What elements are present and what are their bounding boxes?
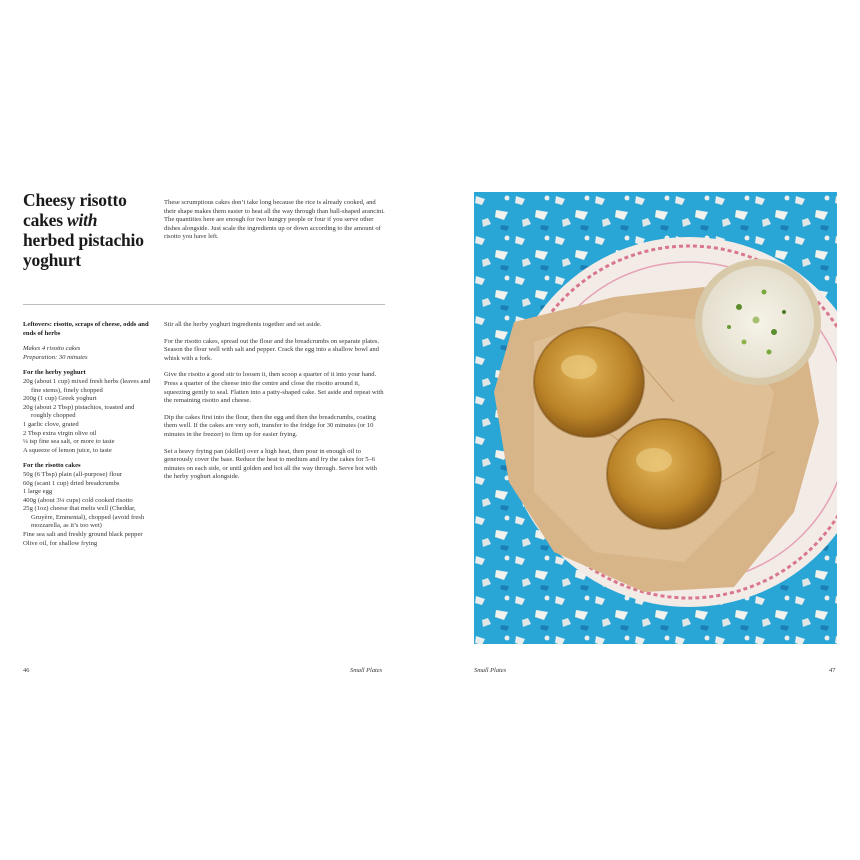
title-line-1: Cheesy risotto <box>23 190 127 210</box>
cakes-ingredient-list <box>23 471 153 548</box>
method-step: Give the risotto a good stir to loosen it, then scoop a quarter of it into your hand. Press a quarter of the cheese into the centre and close the risotto around it, squeezing gently to seal. Flatten into a patty-shaped cake. Set aside and repeat with the remaining risotto and cheese. <box>164 371 384 405</box>
method-step: Dip the cakes first into the flour, then the egg and then the breadcrumbs, coating them well. If the cakes are very soft, transfer to the fridge for 30 minutes (or 10 minutes in the freezer) to firm up for easier frying. <box>164 413 376 438</box>
ingredient-item: Olive oil, for shallow frying <box>23 539 98 547</box>
ingredient-item: 1 garlic clove, grated <box>23 420 79 428</box>
prep-time: Preparation: 30 minutes <box>23 353 88 361</box>
ingredient-item: 20g (about 1 cup) mixed fresh herbs (leaves and fine stems), finely chopped <box>23 377 151 394</box>
title-line-2a: cakes <box>23 210 68 230</box>
yield-note: Makes 4 risotto cakes <box>23 345 81 353</box>
title-line-4: yoghurt <box>23 250 81 270</box>
yoghurt-heading: For the herby yoghurt <box>23 369 86 377</box>
title-line-2b: with <box>67 210 98 230</box>
section-divider <box>23 304 385 305</box>
method-step: For the risotto cakes, spread out the flour and the breadcrumbs on separate plates. Season the flour well with salt and pepper. Crack the egg into a shallow bowl and whisk with a fork. <box>164 337 380 362</box>
right-running-footer: Small Plates <box>474 667 507 674</box>
right-page-number: 47 <box>829 667 836 674</box>
cakes-heading: For the risotto cakes <box>23 462 81 470</box>
risotto-cakes-photo <box>474 192 837 644</box>
yoghurt-ingredient-list <box>23 378 153 455</box>
food-photo <box>474 192 837 644</box>
ingredient-item: A squeeze of lemon juice, to taste <box>23 446 112 454</box>
ingredient-item: 1 large egg <box>23 488 53 496</box>
ingredient-item: 50g (6 Tbsp) plain (all-purpose) flour <box>23 470 122 478</box>
recipe-title <box>23 190 163 270</box>
ingredient-item: Fine sea salt and freshly ground black pepper <box>23 531 143 539</box>
ingredient-item: 60g (scant 1 cup) dried breadcrumbs <box>23 479 120 487</box>
ingredient-item: 2 Tbsp extra virgin olive oil <box>23 429 97 437</box>
method-step: Stir all the herby yoghurt ingredients together and set aside. <box>164 321 322 328</box>
title-line-3: herbed pistachio <box>23 230 144 250</box>
ingredient-item: 200g (1 cup) Greek yoghurt <box>23 395 97 403</box>
leftovers-note: Leftovers: risotto, scraps of cheese, odds and ends of herbs <box>23 321 149 337</box>
method-step: Set a heavy frying pan (skillet) over a high heat, then pour in enough oil to generously cover the base. Reduce the heat to medium and fry the cakes for 5–6 minutes on each side, or until golden and hot all the way through. Serve hot with the herby yoghurt alongside. <box>164 447 377 481</box>
method-column <box>164 321 386 490</box>
ingredient-item: 25g (1oz) cheese that melts well (Cheddar, Gruyère, Emmental), chopped (avoid fresh mozzarella, as it’s too wet) <box>23 505 145 530</box>
ingredients-column <box>23 321 153 548</box>
ingredient-item: ¼ tsp fine sea salt, or more to taste <box>23 438 115 446</box>
ingredient-item: 400g (about 3¼ cups) cold cooked risotto <box>23 496 133 504</box>
left-page-number: 46 <box>23 667 30 674</box>
ingredient-item: 20g (about 2 Tbsp) pistachios, toasted and roughly chopped <box>23 403 135 420</box>
left-running-footer: Small Plates <box>350 667 383 674</box>
recipe-intro: These scrumptious cakes don’t take long because the rice is already cooked, and their shape makes them easier to heat all the way through than ball-shaped arancini. The quantities here are enough for two hungry people or four if you serve other dishes alongside. Just scale the ingredients up or down according to the amount of risotto you have left. <box>164 199 385 240</box>
